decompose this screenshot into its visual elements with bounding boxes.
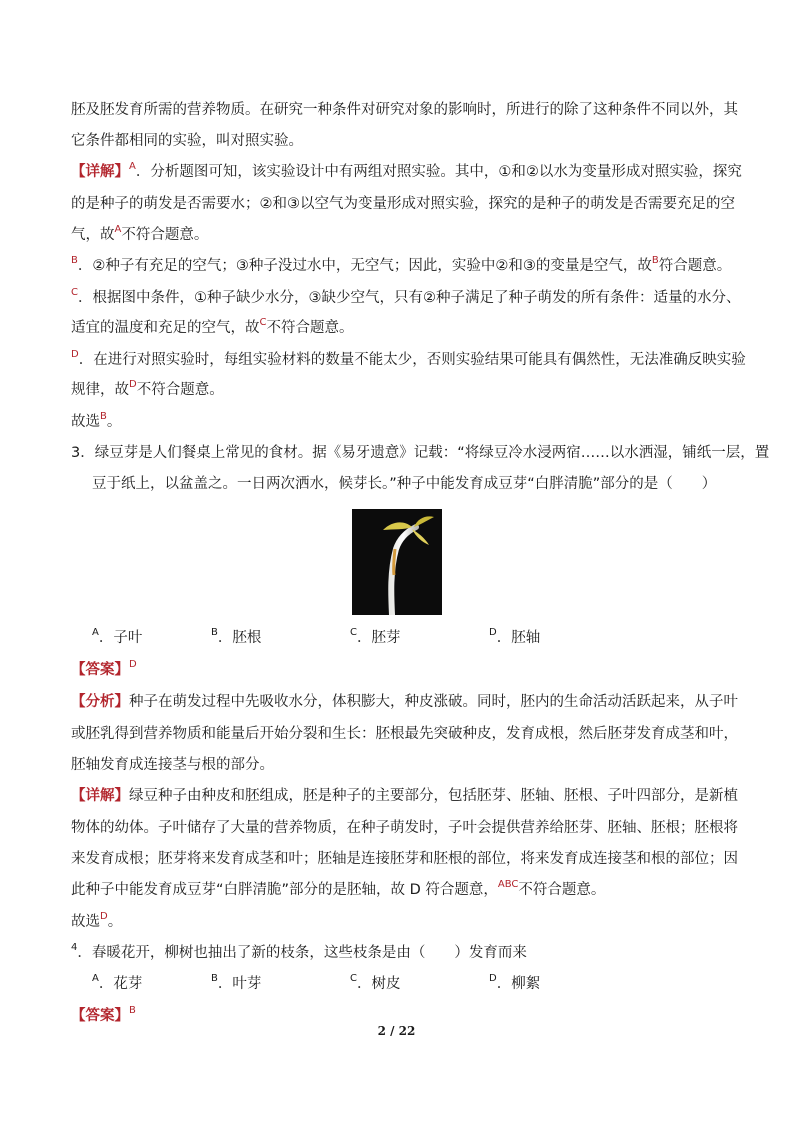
analysis-line: 胚轴发育成连接茎与根的部分。 [71,757,274,773]
sprout-illustration [352,509,442,615]
choose-answer: B [100,411,107,422]
detail-text: 不符合题意。 [121,227,209,243]
question-text: 绿豆芽是人们餐桌上常见的食材。据《易牙遗意》记载：“将绿豆冷水浸两宿……以水洒湿，铺纸一层，置 [94,445,770,461]
option-letter: D [129,379,137,390]
question-line [71,943,527,965]
question-number: 3． [71,445,95,461]
detail-line [71,288,740,310]
detail-line: 物体的幼体。子叶储存了大量的营养物质，在种子萌发时，子叶会提供营养给胚芽、胚轴、胚根；胚根将 [71,820,738,836]
option-text: ．花芽 [98,976,143,992]
option-letter: A [129,161,136,172]
option-text: ．叶芽 [217,976,262,992]
option-letter: C [350,973,357,984]
analysis-tag: 【分析】 [71,694,129,710]
detail-line: 来发育成根；胚芽将来发育成茎和叶；胚轴是连接胚芽和胚根的部位，将来发育成连接茎和根的部位；因 [71,851,738,867]
option-text: ．子叶 [98,630,143,646]
choose-end: 。 [106,414,122,430]
option-letter: B [651,255,659,266]
option-letter: B [211,627,218,638]
paragraph-line: 胚及胚发育所需的营养物质。在研究一种条件对研究对象的影响时，所进行的除了这种条件不同以外，其 [71,102,738,118]
detail-text: 此种子中能发育成豆芽“白胖清脆”部分的是胚轴，故 D 符合题意， [71,882,498,898]
detail-text: 不符合题意。 [266,320,354,336]
paragraph-line: 它条件都相同的实验，叫对照实验。 [71,133,303,149]
option-letter: C [259,317,267,328]
answer-tag: 【答案】 [71,1008,129,1024]
detail-text: 规律，故 [71,382,129,398]
detail-line: 的是种子的萌发是否需要水；②和③以空气为变量形成对照实验，探究的是种子的萌发是否需要充足的空 [71,196,735,212]
detail-text: ．在进行对照实验时，每组实验材料的数量不能太少，否则实验结果可能具有偶然性，无法准确反映实验 [78,352,746,368]
question-number: 4 [71,942,78,953]
detail-line [71,318,353,340]
option-letter: D [489,973,497,984]
option-letter: B [71,255,78,266]
option-b [211,628,261,650]
option-letter: A [92,627,99,638]
detail-tag: 【详解】 [71,164,129,180]
option-d [489,974,540,996]
option-a [92,974,142,996]
bean-sprout-image [352,509,442,615]
detail-text: ．分析题图可知，该实验设计中有两组对照实验。其中，①和②以水为变量形成对照实验，探究 [135,164,742,180]
answer-value: B [129,1005,136,1016]
detail-line [71,786,738,806]
option-b [211,974,261,996]
analysis-line: 或胚乳得到营养物质和能量后开始分裂和生长：胚根最先突破种皮，发育成根，然后胚芽发育成茎和叶， [71,726,738,742]
choose-text: 故选 [71,914,100,930]
detail-line [71,225,208,247]
option-c [350,628,400,650]
choose-line [71,412,121,434]
analysis-text: 种子在萌发过程中先吸收水分，体积膨大，种皮涨破。同时，胚内的生命活动活跃起来，从子叶 [129,694,738,710]
option-a [92,628,142,650]
detail-line [71,880,605,902]
choose-answer: D [100,911,108,922]
detail-text: 适宜的温度和充足的空气，故 [71,320,260,336]
detail-line [71,380,224,402]
detail-text: 符合题意。 [658,258,732,274]
option-d [489,628,540,650]
detail-text: 绿豆种子由种皮和胚组成，胚是种子的主要部分，包括胚芽、胚轴、胚根、子叶四部分，是新植 [129,788,738,804]
choose-line [71,912,122,934]
detail-text: ．根据图中条件，①种子缺少水分，③缺少空气，只有②种子满足了种子萌发的所有条件：适量的水分、 [77,290,741,306]
analysis-line [71,692,738,712]
detail-text: 不符合题意。 [518,882,606,898]
detail-text: ．②种子有充足的空气；③种子没过水中，无空气；因此，实验中②和③的变量是空气，故 [77,258,652,274]
answer-tag: 【答案】 [71,662,129,678]
choose-text: 故选 [71,414,100,430]
detail-line [71,256,731,278]
detail-text: 不符合题意。 [136,382,224,398]
detail-tag: 【详解】 [71,788,129,804]
page-number: 2 / 22 [377,1024,416,1038]
detail-line [71,162,742,184]
option-text: ．胚芽 [356,630,401,646]
option-letter: A [92,973,99,984]
choose-end: 。 [107,914,123,930]
detail-text: 气，故 [71,227,115,243]
question-line: 豆于纸上，以盆盖之。一日两次洒水，候芽长。”种子中能发育成豆芽“白胖清脆”部分的是（ ） [92,476,717,492]
option-letter: A [114,224,122,235]
option-c [350,974,400,996]
option-letter: D [489,627,497,638]
question-line [71,443,769,463]
detail-line [71,350,746,372]
option-text: ．胚轴 [496,630,541,646]
answer-line [71,660,137,682]
option-text: ．树皮 [356,976,401,992]
question-text: ．春暖花开，柳树也抽出了新的枝条，这些枝条是由（ ）发育而来 [77,945,527,961]
option-letters: ABC [497,879,519,890]
option-letter: C [350,627,357,638]
option-letter: D [71,349,79,360]
option-letter: C [71,287,78,298]
answer-value: D [129,659,137,670]
option-text: ．胚根 [217,630,262,646]
option-letter: B [211,973,218,984]
option-text: ．柳絮 [496,976,541,992]
